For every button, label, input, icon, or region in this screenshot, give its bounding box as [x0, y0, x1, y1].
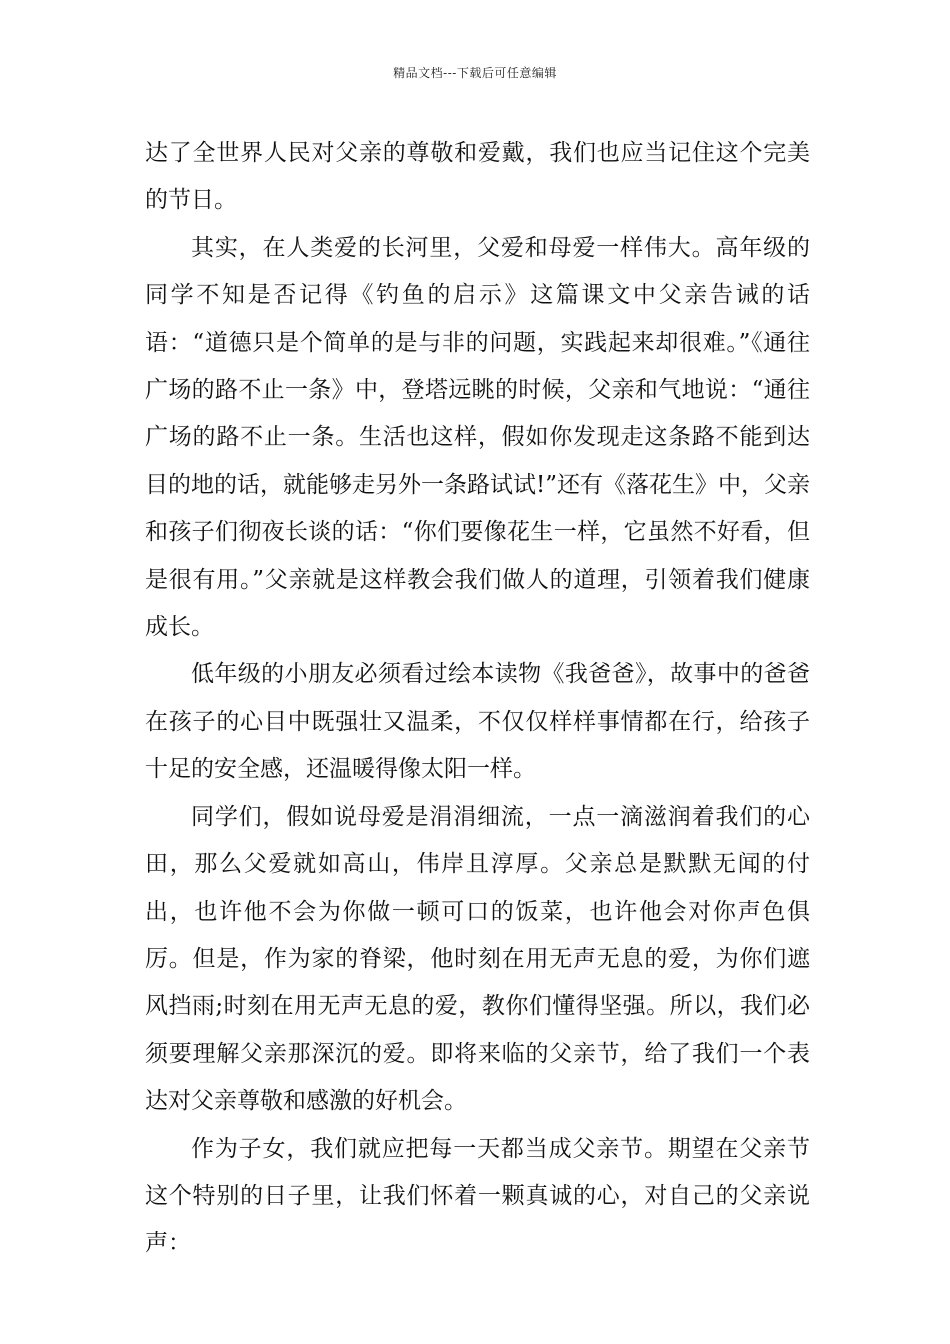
paragraph: 作为子女，我们就应把每一天都当成父亲节。期望在父亲节这个特别的日子里，让我们怀着一颗真诚的心，对自己的父亲说声： — [145, 1135, 810, 1257]
paragraph: 达了全世界人民对父亲的尊敬和爱戴，我们也应当记住这个完美的节日。 — [145, 140, 810, 214]
document-body — [145, 130, 810, 1268]
paragraph: 同学们，假如说母爱是涓涓细流，一点一滴滋润着我们的心田，那么父爱就如高山，伟岸且淳厚。父亲总是默默无闻的付出，也许他不会为你做一顿可口的饭菜，也许他会对你声色俱厉。但是，作为家的脊梁，他时刻在用无声无息的爱，为你们遮风挡雨;时刻在用无声无息的爱，教你们懂得坚强。所以，我们必须要理解父亲那深沉的爱。即将来临的父亲节，给了我们一个表达对父亲尊敬和感激的好机会。 — [145, 803, 810, 1115]
paragraph: 其实，在人类爱的长河里，父爱和母爱一样伟大。高年级的同学不知是否记得《钓鱼的启示》这篇课文中父亲告诫的话语：“道德只是个简单的是与非的问题，实践起来却很难。”《通往广场的路不止一条》中，登塔远眺的时候，父亲和气地说：“通往广场的路不止一条。生活也这样，假如你发现走这条路不能到达目的地的话，就能够走另外一条路试试!”还有《落花生》中，父亲和孩子们彻夜长谈的话：“你们要像花生一样，它虽然不好看，但是很有用。”父亲就是这样教会我们做人的道理，引领着我们健康成长。 — [145, 234, 811, 641]
paragraph: 低年级的小朋友必须看过绘本读物《我爸爸》，故事中的爸爸在孩子的心目中既强壮又温柔，不仅仅样样事情都在行，给孩子十足的安全感，还温暖得像太阳一样。 — [145, 661, 810, 783]
page-header: 精品文档---下载后可任意编辑 — [393, 66, 557, 80]
